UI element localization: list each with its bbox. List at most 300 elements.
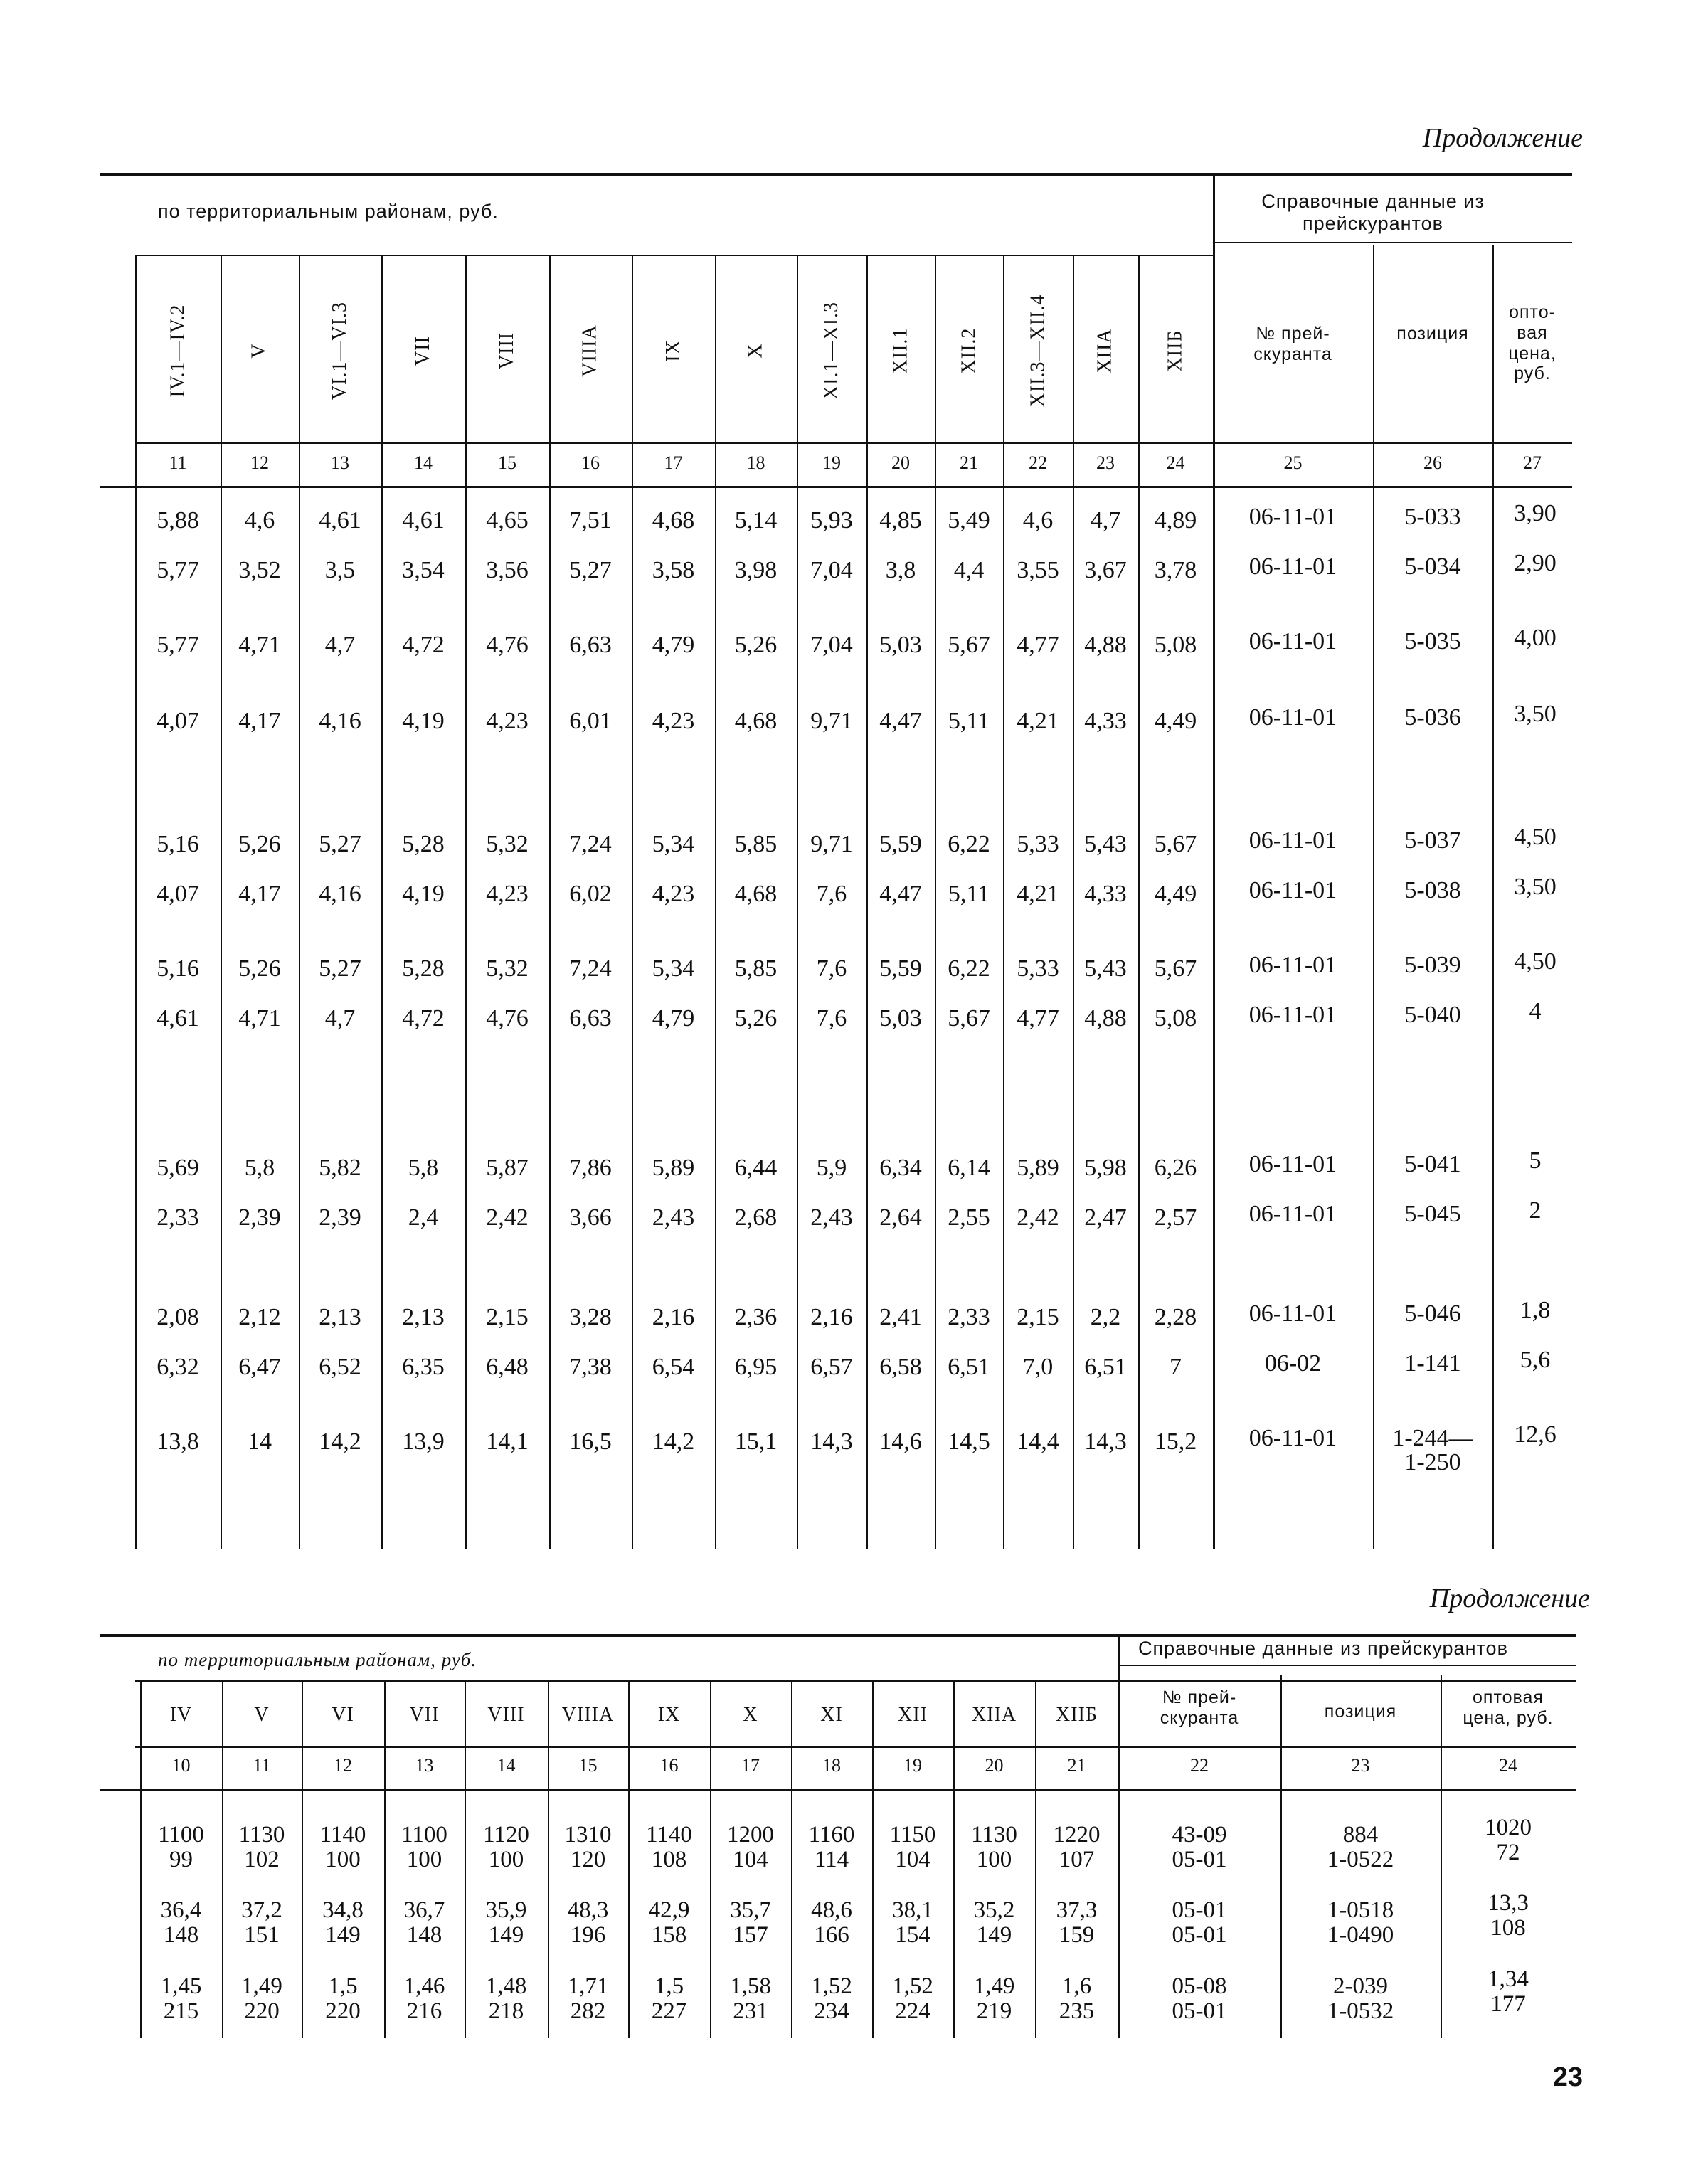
table1-cell-pricelist: 06-11-01	[1248, 952, 1337, 978]
table1-region-header-label: VI.1—VI.3	[329, 301, 351, 400]
table1-cell: 4,72	[402, 632, 445, 658]
table1-cell: 14,4	[1017, 1428, 1059, 1455]
table1-cell: 14,2	[319, 1428, 361, 1455]
table1-cell: 4,7	[1090, 507, 1121, 534]
table1-column-number: 18	[746, 452, 765, 473]
table1-top-rule	[100, 173, 1572, 176]
table2-column-number: 18	[822, 1755, 841, 1776]
table1-cell: 16,5	[569, 1428, 612, 1455]
table1-cell: 4,89	[1154, 507, 1197, 534]
table1-group-right-header: Справочные данные из прейскурантов	[1261, 191, 1485, 235]
table1-cell: 5,59	[879, 831, 922, 857]
table1-region-header	[549, 263, 632, 438]
table1-cell: 2,42	[486, 1204, 529, 1231]
table1-cell-price: 5,6	[1520, 1347, 1551, 1373]
table1-region-header-label: VIII	[495, 332, 518, 369]
table1-cell: 5,89	[652, 1155, 695, 1181]
table1-cell: 5,43	[1084, 955, 1127, 982]
table1-cell: 3,66	[569, 1204, 612, 1231]
table1-cell-pricelist: 06-11-01	[1248, 827, 1337, 854]
table1-cell-price: 2,90	[1514, 550, 1557, 576]
table1-cell: 6,32	[157, 1354, 199, 1380]
table1-cell: 5,27	[569, 557, 612, 583]
table1-cell: 3,8	[885, 557, 916, 583]
table1-cell: 4,4	[953, 557, 985, 583]
table1-cell: 2,43	[810, 1204, 853, 1231]
table1-cell: 4,88	[1084, 1005, 1127, 1032]
table1-region-header	[797, 263, 866, 438]
table1-caption: Продолжение	[1422, 123, 1583, 153]
table1-cell: 2,13	[319, 1304, 361, 1330]
table1-cell: 4,68	[734, 708, 778, 734]
table1-cell: 5,16	[157, 831, 199, 857]
table1-cell: 5,34	[652, 955, 695, 982]
table1-cell: 2,42	[1017, 1204, 1059, 1231]
table2-ref-header: № прей- скуранта	[1160, 1687, 1239, 1728]
table1-cell: 6,54	[652, 1354, 695, 1380]
table1-cell: 5,9	[816, 1155, 847, 1181]
table1-cell: 5,08	[1154, 1005, 1197, 1032]
table1-cell: 4,33	[1084, 708, 1127, 734]
table2-colnum-bottom-rule	[100, 1789, 1576, 1791]
table2-group-right-header: Справочные данные из прейскурантов	[1138, 1638, 1508, 1659]
table1-cell-pricelist: 06-11-01	[1248, 1151, 1337, 1177]
table1-column-number: 21	[960, 452, 978, 473]
table1-cell: 5,82	[319, 1155, 361, 1181]
table1-region-header	[866, 263, 935, 438]
table2-cell: 1100 99	[158, 1822, 204, 1872]
table2-cell: 1,49 220	[241, 1973, 282, 2024]
table2-region-header: X	[743, 1704, 758, 1726]
table1-cell: 4,33	[1084, 881, 1127, 907]
table1-column-number: 12	[250, 452, 269, 473]
table2-column-number: 11	[253, 1755, 271, 1776]
table1-cell: 5,26	[734, 1005, 778, 1032]
table1-region-header	[1073, 263, 1138, 438]
table1-cell: 14,6	[879, 1428, 922, 1455]
table1-cell: 4,77	[1017, 632, 1059, 658]
table1-cell: 14,3	[1084, 1428, 1127, 1455]
table2-column-number: 15	[578, 1755, 598, 1776]
table1-cell: 4,68	[734, 881, 778, 907]
table1-cell: 14,2	[652, 1428, 695, 1455]
table1-column-number: 23	[1096, 452, 1115, 473]
table1-cell-pricelist: 06-11-01	[1248, 704, 1337, 731]
table1-cell: 6,34	[879, 1155, 922, 1181]
table1-cell: 3,5	[324, 557, 356, 583]
table1-cell: 5,28	[402, 831, 445, 857]
table2-cell: 35,9 149	[485, 1897, 527, 1948]
table1-cell: 6,57	[810, 1354, 853, 1380]
table1-cell-pricelist: 06-11-01	[1248, 1201, 1337, 1227]
table1-cell: 5,27	[319, 955, 361, 982]
table1-cell: 2,41	[879, 1304, 922, 1330]
table2-region-header: XIIA	[971, 1704, 1017, 1726]
table1-cell: 4,23	[486, 881, 529, 907]
table1-cell: 5,98	[1084, 1155, 1127, 1181]
table1-cell-price: 4,50	[1514, 824, 1557, 850]
table1-region-header-label: XI.1—XI.3	[820, 301, 842, 400]
table1-cell: 7,24	[569, 831, 612, 857]
table1-cell: 5,77	[157, 632, 199, 658]
table1-column-number: 15	[498, 452, 516, 473]
table2-column-number: 17	[741, 1755, 760, 1776]
table2-column-number: 22	[1190, 1755, 1209, 1776]
table1-cell-position: 5-037	[1404, 827, 1461, 854]
table1-cell: 5,28	[402, 955, 445, 982]
table1-cell-position: 5-039	[1404, 952, 1461, 978]
table1-cell: 15,2	[1154, 1428, 1197, 1455]
table1-cell-price: 5	[1529, 1147, 1542, 1174]
table1-cell: 4,7	[324, 632, 356, 658]
table1-cell: 5,69	[157, 1155, 199, 1181]
table1-cell: 4,61	[319, 507, 361, 534]
table1-cell: 7,86	[569, 1155, 612, 1181]
table2-cell: 1,71 282	[567, 1973, 609, 2024]
table1-cell: 4,68	[652, 507, 695, 534]
table1-cell: 7,51	[569, 507, 612, 534]
table1-ref-header: № прей- скуранта	[1253, 324, 1332, 364]
table1-cell-pricelist: 06-02	[1264, 1350, 1322, 1377]
table1-cell: 4,76	[486, 632, 529, 658]
table1-cell: 5,11	[948, 881, 990, 907]
table1-cell: 4,7	[324, 1005, 356, 1032]
table2-cell: 37,2 151	[241, 1897, 282, 1948]
table1-cell: 9,71	[810, 708, 853, 734]
table1-cell: 2,39	[238, 1204, 281, 1231]
table1-column-number: 27	[1523, 452, 1542, 473]
table1-cell-position: 5-041	[1404, 1151, 1461, 1177]
table1-region-header	[1138, 263, 1213, 438]
table1-cell: 5,32	[486, 955, 529, 982]
table1-cell: 5,8	[244, 1155, 275, 1181]
table2-column-number: 13	[415, 1755, 434, 1776]
table2-cell-pricelist: 05-01 05-01	[1172, 1897, 1227, 1948]
table1-cell: 4,23	[486, 708, 529, 734]
table1-column-number: 14	[414, 452, 433, 473]
table1-cell: 5,67	[948, 632, 990, 658]
table1-column-number: 20	[891, 452, 910, 473]
table1-cell: 2,33	[157, 1204, 199, 1231]
table1-cell: 5,11	[948, 708, 990, 734]
table1-cell-pricelist: 06-11-01	[1248, 553, 1337, 580]
table2-column-number: 19	[903, 1755, 922, 1776]
table2-cell: 48,6 166	[811, 1897, 852, 1948]
table2-region-header: VI	[332, 1704, 354, 1726]
table1-cell-pricelist: 06-11-01	[1248, 504, 1337, 530]
table1-cell: 5,16	[157, 955, 199, 982]
table1-cell: 4,23	[652, 881, 695, 907]
table1-region-header	[465, 263, 549, 438]
table2-column-number: 21	[1067, 1755, 1086, 1776]
table1-cell: 2,28	[1154, 1304, 1197, 1330]
table1-region-header-label: V	[248, 342, 270, 359]
table2-cell: 36,4 148	[160, 1897, 202, 1948]
table1-cell: 13,9	[402, 1428, 445, 1455]
table1-cell: 3,55	[1017, 557, 1059, 583]
table2-cell: 35,7 157	[730, 1897, 771, 1948]
table1-cell: 7,6	[816, 1005, 847, 1032]
table2-cell: 35,2 149	[973, 1897, 1015, 1948]
table1-column-number: 25	[1283, 452, 1303, 473]
page-number: 23	[1552, 2062, 1583, 2092]
table2-cell: 1140 108	[646, 1822, 692, 1872]
table1-cell: 4,17	[238, 708, 281, 734]
table2-cell: 1130 100	[971, 1822, 1017, 1872]
table1-cell: 7,24	[569, 955, 612, 982]
table1-cell: 7	[1170, 1354, 1182, 1380]
table1-column-number: 26	[1423, 452, 1442, 473]
table2-cell-position: 884 1-0522	[1327, 1822, 1394, 1872]
table1-cell: 5,43	[1084, 831, 1127, 857]
table1-column-number: 13	[331, 452, 349, 473]
table1-cell: 5,03	[879, 632, 922, 658]
table1-cell: 6,14	[948, 1155, 990, 1181]
table1-region-header-label: XII.2	[958, 327, 980, 373]
table1-cell: 5,33	[1017, 831, 1059, 857]
table1-cell: 5,85	[734, 955, 778, 982]
table2-top-rule	[100, 1634, 1576, 1637]
table1-ref-header: опто- вая цена, руб.	[1508, 302, 1557, 384]
table1-cell: 4,61	[157, 1005, 199, 1032]
table1-cell: 5,67	[1154, 955, 1197, 982]
table2-cell: 1,5 220	[325, 1973, 361, 2024]
table1-cell: 6,51	[948, 1354, 990, 1380]
table1-cell-position: 5-046	[1404, 1300, 1461, 1327]
table2-region-header: V	[254, 1704, 270, 1726]
table1-region-header-rule	[135, 255, 1213, 256]
table1-cell-position: 5-036	[1404, 704, 1461, 731]
table1-cell: 5,67	[1154, 831, 1197, 857]
table1-cell: 5,32	[486, 831, 529, 857]
table1-cell: 2,08	[157, 1304, 199, 1330]
table1-region-header-label: XIIA	[1094, 327, 1116, 373]
table1-cell: 4,21	[1017, 881, 1059, 907]
table2-cell: 1,46 216	[403, 1973, 445, 2024]
table1-cell: 5,59	[879, 955, 922, 982]
table1-cell: 14	[248, 1428, 272, 1455]
table1-cell-position: 5-035	[1404, 628, 1461, 654]
table1-region-header-label: VII	[412, 335, 434, 366]
table2-ref-header-rule	[1118, 1665, 1576, 1666]
table1-cell-price: 4,00	[1514, 625, 1557, 651]
table1-cell-position: 5-040	[1404, 1002, 1461, 1028]
table1-region-header-label: XIIБ	[1164, 329, 1187, 371]
table2-header-bottom-rule	[135, 1746, 1576, 1748]
table1-ref-header-rule	[1213, 242, 1572, 243]
table1-cell: 4,47	[879, 708, 922, 734]
table2-region-header: IX	[657, 1704, 681, 1726]
table1-cell: 14,5	[948, 1428, 990, 1455]
table1-region-header-label: X	[744, 342, 767, 359]
table1-cell: 5,87	[486, 1155, 529, 1181]
table1-cell: 2,4	[408, 1204, 439, 1231]
table2-cell: 36,7 148	[403, 1897, 445, 1948]
table2-cell-price: 1020 72	[1485, 1815, 1532, 1865]
table1-cell: 2,2	[1090, 1304, 1121, 1330]
table2-cell: 1,58 231	[730, 1973, 771, 2024]
table1-cell: 15,1	[734, 1428, 778, 1455]
table1-region-header	[299, 263, 381, 438]
table1-cell: 5,34	[652, 831, 695, 857]
table1-region-header-label: XII.3—XII.4	[1027, 294, 1049, 407]
table1-region-header	[632, 263, 715, 438]
table1-cell-position: 1-244— 1-250	[1392, 1425, 1473, 1475]
table1-cell-position: 5-034	[1404, 553, 1461, 580]
table2-column-number: 12	[334, 1755, 352, 1776]
table2-cell-position: 2-039 1-0532	[1327, 1973, 1394, 2024]
table1-cell: 2,15	[486, 1304, 529, 1330]
table1-cell: 2,12	[238, 1304, 281, 1330]
table1-region-header	[715, 263, 797, 438]
table2-cell: 1120 100	[483, 1822, 529, 1872]
table1-cell: 6,52	[319, 1354, 361, 1380]
table2-cell: 1220 107	[1053, 1822, 1101, 1872]
table1-cell: 2,16	[652, 1304, 695, 1330]
table1-cell: 2,55	[948, 1204, 990, 1231]
table1-cell: 5,14	[734, 507, 778, 534]
table1-cell-price: 3,50	[1514, 874, 1557, 900]
table1-ref-header: позиция	[1396, 324, 1469, 344]
table1-cell-position: 5-038	[1404, 877, 1461, 903]
table1-cell: 2,15	[1017, 1304, 1059, 1330]
table1-cell: 6,63	[569, 632, 612, 658]
table1-region-header-label: IX	[662, 339, 684, 362]
table1-column-number: 19	[822, 452, 841, 473]
table1-cell: 4,16	[319, 881, 361, 907]
table1-column-number: 17	[664, 452, 683, 473]
table1-cell-position: 5-033	[1404, 504, 1461, 530]
table2-region-header: VIIIA	[561, 1704, 615, 1726]
table1-cell: 2,16	[810, 1304, 853, 1330]
table1-region-header	[135, 263, 221, 438]
table1-cell: 3,54	[402, 557, 445, 583]
table2-group-left-header: по территориальным районам, руб.	[158, 1649, 477, 1670]
table1-cell: 5,49	[948, 507, 990, 534]
table1-cell: 2,43	[652, 1204, 695, 1231]
table1-cell: 4,79	[652, 1005, 695, 1032]
table1-cell: 4,76	[486, 1005, 529, 1032]
table1-cell: 5,08	[1154, 632, 1197, 658]
table1-cell: 6,22	[948, 831, 990, 857]
table1-cell: 2,36	[734, 1304, 778, 1330]
table1-cell: 5,33	[1017, 955, 1059, 982]
table1-cell: 2,33	[948, 1304, 990, 1330]
table1-cell: 3,67	[1084, 557, 1127, 583]
table1-cell: 4,16	[319, 708, 361, 734]
table1-cell: 6,44	[734, 1155, 778, 1181]
table1-cell: 4,49	[1154, 708, 1197, 734]
table1-cell: 7,6	[816, 881, 847, 907]
table1-cell-position: 5-045	[1404, 1201, 1461, 1227]
table1-cell: 5,77	[157, 557, 199, 583]
table1-cell: 2,47	[1084, 1204, 1127, 1231]
table1-cell: 5,85	[734, 831, 778, 857]
table1-region-header-label: VIIIA	[578, 324, 601, 377]
table1-cell: 4,79	[652, 632, 695, 658]
table1-cell: 5,26	[734, 632, 778, 658]
table1-cell: 4,49	[1154, 881, 1197, 907]
table1-column-number: 16	[581, 452, 600, 473]
table2-cell: 1,49 219	[973, 1973, 1015, 2024]
table1-cell: 6,58	[879, 1354, 922, 1380]
table2-cell: 1,5 227	[651, 1973, 687, 2024]
table2-ref-header: оптовая цена, руб.	[1463, 1687, 1554, 1728]
table1-cell: 6,22	[948, 955, 990, 982]
table2-cell: 1160 114	[808, 1822, 855, 1872]
table2-cell: 1,48 218	[485, 1973, 527, 2024]
table2-region-header: XIIБ	[1056, 1704, 1098, 1726]
table2-region-header-rule	[135, 1680, 1576, 1682]
table2-cell-price: 13,3 108	[1488, 1890, 1529, 1941]
table2-cell: 1140 100	[319, 1822, 366, 1872]
table1-cell: 4,72	[402, 1005, 445, 1032]
table1-column-number: 11	[169, 452, 187, 473]
table2-cell: 37,3 159	[1056, 1897, 1098, 1948]
table1-cell: 3,98	[734, 557, 778, 583]
table1-cell-price: 4	[1529, 998, 1542, 1024]
table1-cell: 6,01	[569, 708, 612, 734]
table1-cell-price: 3,50	[1514, 701, 1557, 727]
table1-cell-price: 2	[1529, 1197, 1542, 1224]
table1-cell: 2,57	[1154, 1204, 1197, 1231]
table1-cell: 13,8	[157, 1428, 199, 1455]
table1-region-header	[1003, 263, 1073, 438]
table1-cell: 4,23	[652, 708, 695, 734]
table1-cell-price: 4,50	[1514, 948, 1557, 975]
table2-cell: 1,45 215	[160, 1973, 202, 2024]
table2-cell-pricelist: 43-09 05-01	[1172, 1822, 1227, 1872]
table2-cell: 1100 100	[401, 1822, 447, 1872]
table2-cell: 48,3 196	[567, 1897, 609, 1948]
table1-cell-position: 1-141	[1404, 1350, 1461, 1377]
table1-cell-pricelist: 06-11-01	[1248, 1425, 1337, 1451]
table2-cell: 1310 120	[564, 1822, 612, 1872]
table1-cell: 7,04	[810, 557, 853, 583]
table1-cell: 4,19	[402, 708, 445, 734]
table1-cell: 5,89	[1017, 1155, 1059, 1181]
table1-cell: 3,28	[569, 1304, 612, 1330]
table1-cell: 5,26	[238, 831, 281, 857]
table1-cell: 6,35	[402, 1354, 445, 1380]
table1-cell: 4,21	[1017, 708, 1059, 734]
table1-cell: 5,93	[810, 507, 853, 534]
table2-cell: 38,1 154	[892, 1897, 933, 1948]
table1-cell: 4,77	[1017, 1005, 1059, 1032]
table1-cell: 4,61	[402, 507, 445, 534]
table1-cell: 4,71	[238, 1005, 281, 1032]
table2-cell: 1,52 234	[811, 1973, 852, 2024]
table2-column-number: 10	[171, 1755, 191, 1776]
table1-cell: 6,02	[569, 881, 612, 907]
table1-column-number: 24	[1166, 452, 1185, 473]
table1-region-header-label: IV.1—IV.2	[166, 304, 189, 397]
table2-column-number: 16	[659, 1755, 679, 1776]
table1-cell: 4,88	[1084, 632, 1127, 658]
table1-cell: 4,6	[244, 507, 275, 534]
table1-cell: 4,47	[879, 881, 922, 907]
table2-cell-position: 1-0518 1-0490	[1327, 1897, 1394, 1948]
table2-caption: Продолжение	[1429, 1584, 1590, 1613]
table1-group-left-header: по территориальным районам, руб.	[158, 201, 499, 222]
table1-cell: 7,0	[1022, 1354, 1054, 1380]
table1-cell: 6,51	[1084, 1354, 1127, 1380]
table1-cell: 4,19	[402, 881, 445, 907]
table1-region-header	[935, 263, 1003, 438]
table2-cell: 1150 104	[889, 1822, 936, 1872]
table1-cell-pricelist: 06-11-01	[1248, 877, 1337, 903]
table1-column-number: 22	[1029, 452, 1047, 473]
